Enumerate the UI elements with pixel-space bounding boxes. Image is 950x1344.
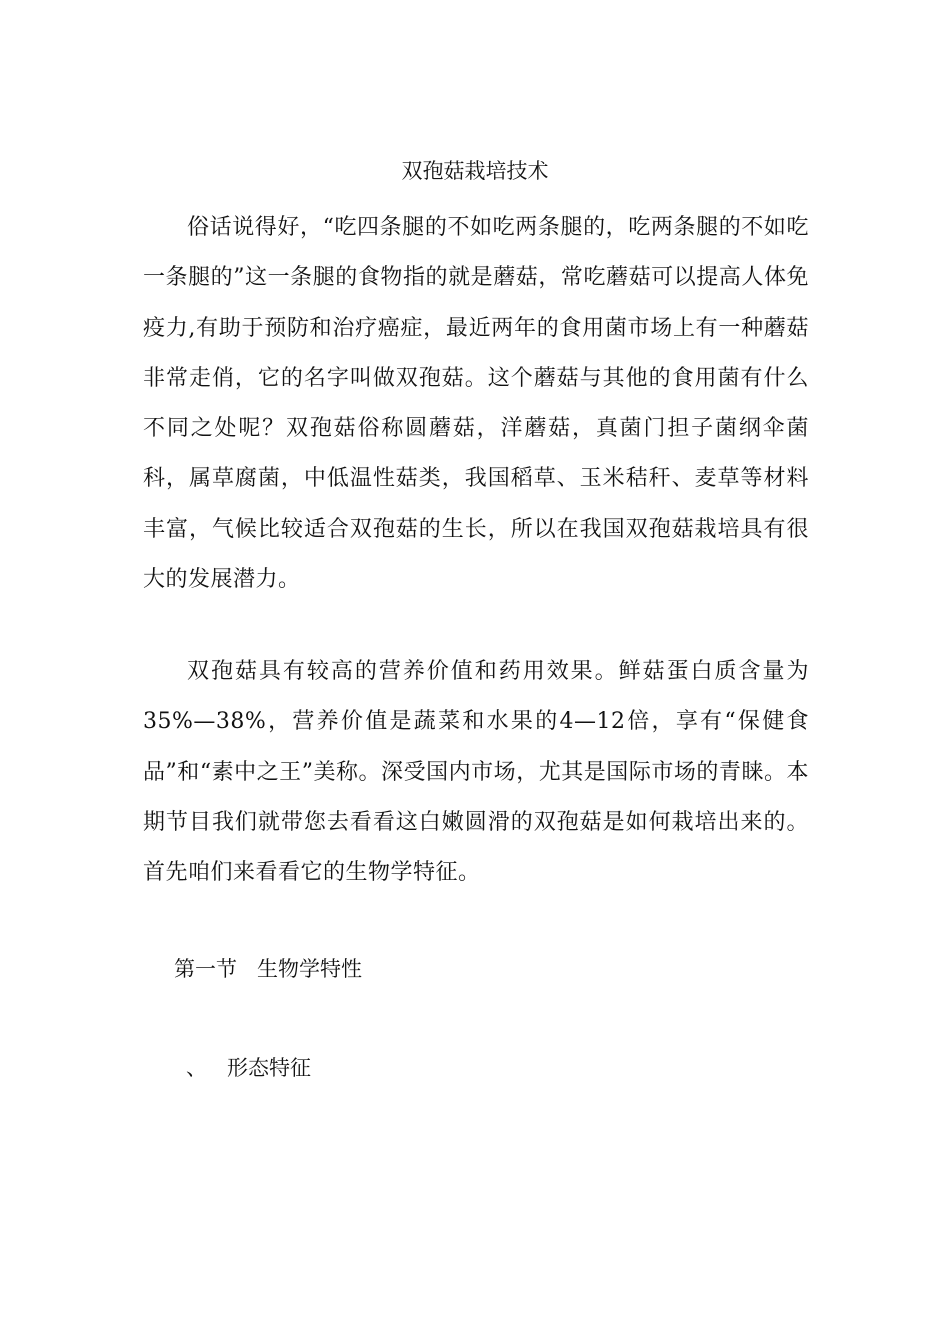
document-title: 双孢菇栽培技术 xyxy=(401,159,549,183)
nutrition-paragraph: 双孢菇具有较高的营养价值和药用效果。鲜菇蛋白质含量为35%—38%，营养价值是蔬菜和水果的4—12倍，享有“保健食品”和“素中之王”美称。深受国内市场，尤其是国际市场的青睐。本期节目我们就带您去看看这白嫩圆滑的双孢菇是如何栽培出来的。首先咱们来看看它的生物学特征。 xyxy=(143,659,809,886)
intro-paragraph: 俗话说得好，“吃四条腿的不如吃两条腿的，吃两条腿的不如吃一条腿的”这一条腿的食物指的就是蘑菇，常吃蘑菇可以提高人体免疫力,有助于预防和治疗癌症，最近两年的食用菌市场上有一种蘑菇非常走俏，它的名字叫做双孢菇。这个蘑菇与其他的食用菌有什么不同之处呢？双孢菇俗称圆蘑菇，洋蘑菇，真菌门担子菌纲伞菌科，属草腐菌，中低温性菇类，我国稻草、玉米秸秆、麦草等材料丰富，气候比较适合双孢菇的生长，所以在我国双孢菇栽培具有很大的发展潜力。 xyxy=(143,215,809,593)
section-heading: 第一节 生物学特性 xyxy=(174,957,363,981)
subsection-heading: 、 形态特征 xyxy=(186,1056,312,1080)
